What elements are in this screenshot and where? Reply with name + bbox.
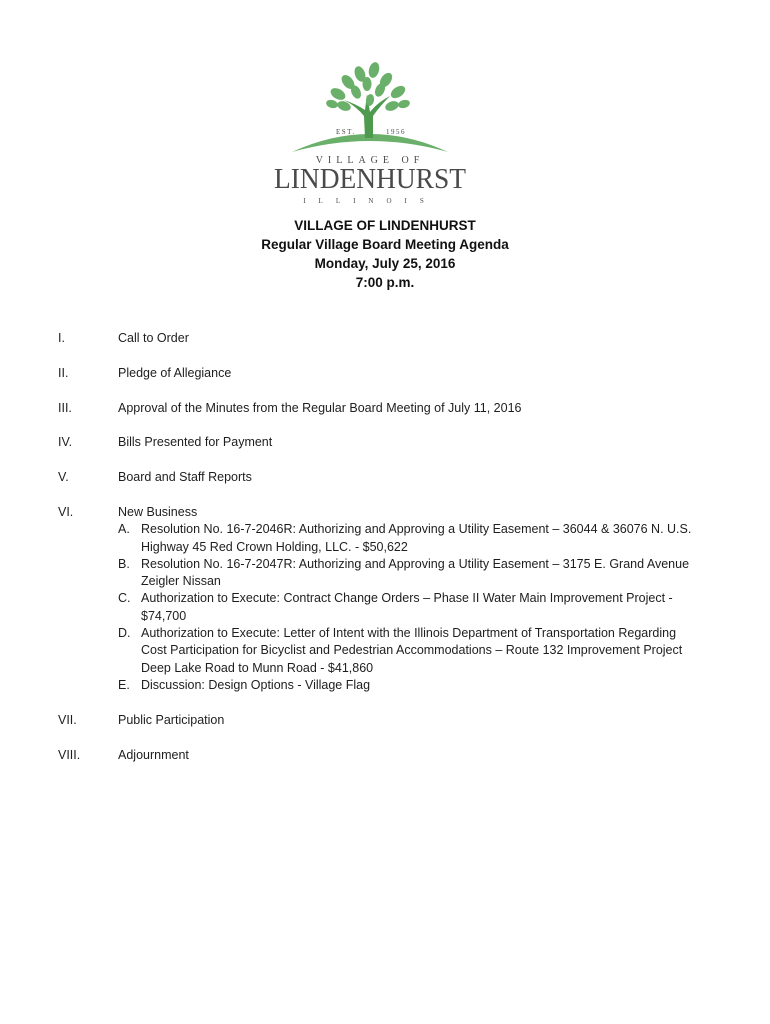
new-business-sublist	[118, 521, 708, 694]
sub-item-letter: B.	[118, 556, 130, 571]
agenda-item-reports	[58, 469, 708, 486]
agenda-number: I.	[58, 331, 65, 345]
sub-item	[118, 521, 698, 556]
agenda-item-text: Pledge of Allegiance	[118, 365, 232, 380]
agenda-item-pledge	[58, 365, 708, 382]
sub-item	[118, 677, 698, 694]
sub-item	[118, 556, 698, 591]
logo-name: LINDENHURST	[274, 163, 467, 195]
village-logo	[270, 60, 470, 208]
agenda-item-text: Adjournment	[118, 747, 189, 762]
sub-item-letter: D.	[118, 626, 131, 641]
agenda-number: VI.	[58, 504, 74, 519]
agenda-item-bills	[58, 434, 708, 451]
sub-item-text: Resolution No. 16-7-2047R: Authorizing and Approving a Utility Easement – 3175 E. Grand Avenue Zeigler Nissan	[141, 556, 690, 589]
agenda-item-minutes	[58, 400, 708, 417]
sub-item-text: Authorization to Execute: Letter of Intent with the Illinois Department of Transportation Regarding Cost Participation for Bicyclist and Pedestrian Accommodations – Route 132 Improvement Project Deep Lake Road to Munn Road - $41,860	[141, 626, 683, 675]
agenda-number: III.	[58, 400, 72, 415]
agenda-item-text: Bills Presented for Payment	[118, 435, 273, 450]
agenda-number: II.	[58, 365, 69, 380]
header-meeting-title: Regular Village Board Meeting Agenda	[261, 237, 509, 252]
tree-logo-icon	[270, 60, 470, 208]
sub-item-letter: E.	[118, 677, 130, 692]
agenda-item-text: Board and Staff Reports	[118, 470, 252, 485]
logo-state: ILLINOIS	[303, 197, 437, 205]
logo-year: 1956	[386, 128, 406, 136]
header-date: Monday, July 25, 2016	[314, 256, 456, 271]
agenda-number: VII.	[58, 712, 77, 727]
sub-item	[118, 625, 698, 677]
sub-item	[118, 590, 698, 625]
agenda-list	[58, 330, 708, 781]
agenda-item-public-participation	[58, 712, 708, 729]
sub-item-letter: A.	[118, 522, 130, 537]
sub-item-text: Authorization to Execute: Contract Change Orders – Phase II Water Main Improvement Project - $74,700	[141, 591, 673, 623]
agenda-item-text: Call to Order	[118, 331, 189, 345]
agenda-item-text: Approval of the Minutes from the Regular Board Meeting of July 11, 2016	[118, 400, 522, 415]
agenda-item-call-to-order	[58, 330, 708, 347]
logo-village-of: VILLAGE OF	[315, 155, 425, 166]
sub-item-text: Discussion: Design Options - Village Flag	[141, 677, 371, 692]
agenda-item-adjournment	[58, 747, 708, 764]
agenda-item-text: Public Participation	[118, 712, 225, 727]
header-village-name: VILLAGE OF LINDENHURST	[294, 218, 476, 233]
agenda-item-new-business	[58, 504, 708, 694]
agenda-number: IV.	[58, 435, 73, 450]
logo-est: EST.	[336, 128, 356, 136]
header-time: 7:00 p.m.	[355, 275, 415, 290]
agenda-number: V.	[58, 470, 69, 485]
agenda-item-text: New Business	[118, 504, 198, 519]
sub-item-text: Resolution No. 16-7-2046R: Authorizing and Approving a Utility Easement – 36044 & 36076 N. U.S. Highway 45 Red Crown Holding, LLC. - $50,622	[141, 522, 692, 554]
agenda-header	[0, 216, 770, 292]
sub-item-letter: C.	[118, 591, 131, 606]
agenda-number: VIII.	[58, 747, 81, 762]
